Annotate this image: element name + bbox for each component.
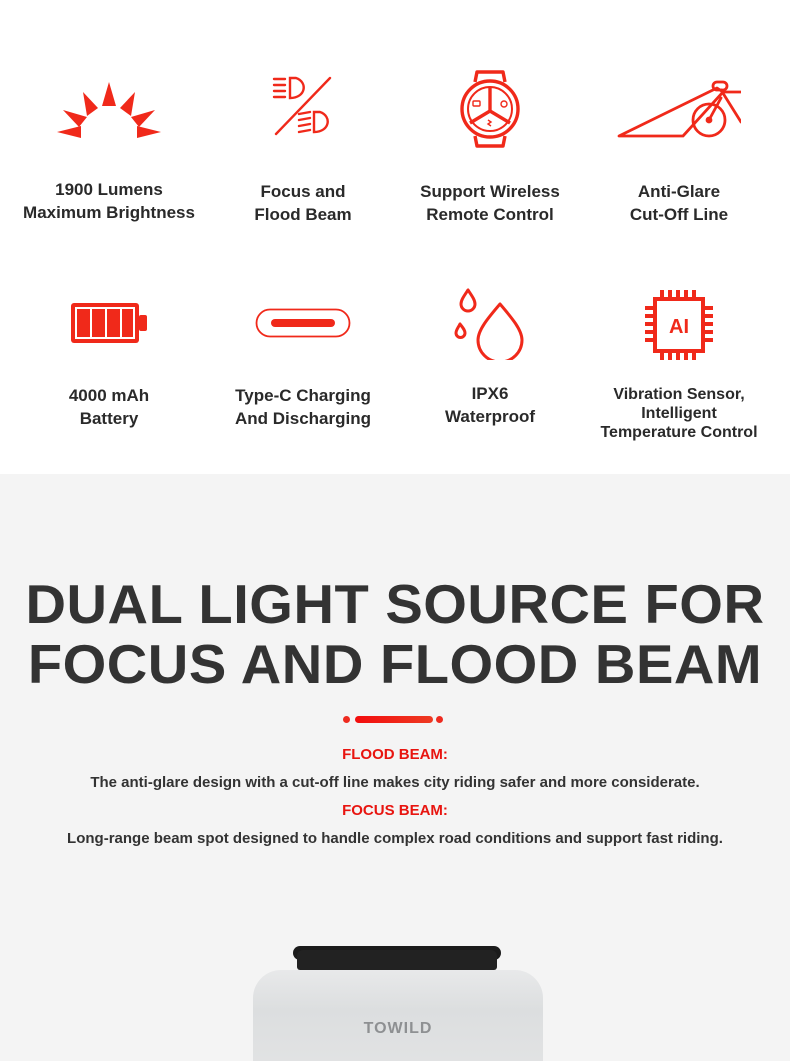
focus-flood-beam-icon [272,74,334,136]
feature-label: Support Wireless Remote Control [420,182,560,224]
sun-burst-icon [57,80,161,138]
battery-icon [70,302,148,344]
mount-cap-base [297,950,497,970]
feature-label: 4000 mAh Battery [68,386,150,428]
page-title: DUAL LIGHT SOURCE FOR FOCUS AND FLOOD BEAM [25,573,765,695]
svg-text:AI: AI [669,316,689,338]
product-image [253,946,543,1061]
feature-label: Focus and Flood Beam [254,182,352,224]
feature-label: 1900 Lumens Maximum Brightness [23,180,195,222]
usb-type-c-icon [255,308,351,338]
features-section [0,0,790,474]
focus-beam-heading: FOCUS BEAM: [342,802,448,819]
remote-control-watch-icon [457,68,523,150]
flood-beam-description: The anti-glare design with a cut-off line makes city riding safer and more considerate. [90,774,700,791]
feature-label: Type-C Charging And Discharging [234,386,371,428]
focus-beam-description: Long-range beam spot designed to handle complex road conditions and support fast riding. [67,830,723,847]
anti-glare-bike-icon [617,80,741,140]
water-drops-icon [454,288,526,360]
feature-label: Anti-Glare Cut-Off Line [629,182,729,224]
feature-label: Vibration Sensor, Intelligent Temperature Control [600,386,758,441]
flood-beam-heading: FLOOD BEAM: [342,746,448,763]
light-body [253,970,543,1061]
ai-chip-icon [644,290,714,360]
feature-label: IPX6 Waterproof [444,384,536,426]
accent-divider [343,714,445,724]
brand-logo: TOWILD [363,1020,433,1037]
